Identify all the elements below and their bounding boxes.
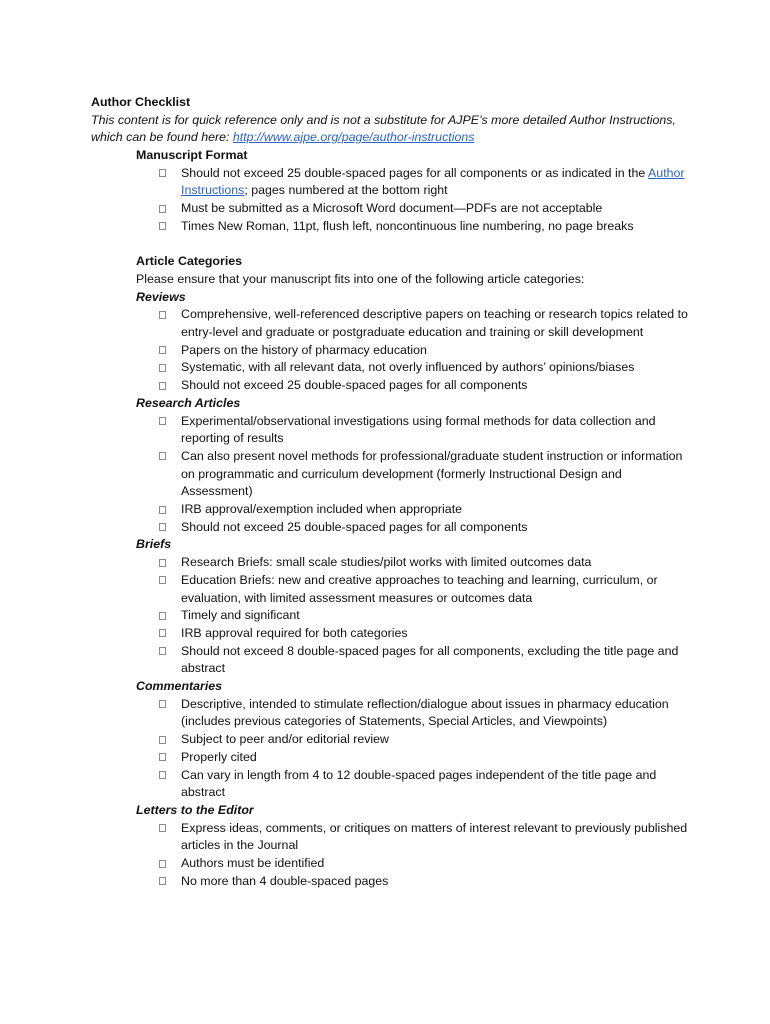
item-text: Should not exceed 8 double-spaced pages for all components, excluding the title page and abstract [181,643,679,676]
intro-text: This content is for quick reference only and is not a substitute for AJPE’s more detailed Author Instructions, which can be found here: [91,112,676,144]
manuscript-format-list [136,165,696,236]
list-item [136,501,696,519]
checkbox-icon[interactable] [159,612,166,620]
item-text: IRB approval/exemption included when appropriate [181,502,463,517]
checkbox-icon[interactable] [159,700,166,708]
checkbox-icon[interactable] [159,559,166,567]
checkbox-icon[interactable] [159,506,166,514]
author-instructions-link[interactable]: Author Instructions [181,165,685,198]
checkbox-icon[interactable] [159,382,166,390]
briefs-heading: Briefs [136,537,172,552]
list-item [136,820,696,855]
list-item [136,359,696,377]
item-text: Education Briefs: new and creative approaches to teaching and learning, curriculum, or evaluation, with limited assessment measures or outcomes data [181,572,658,605]
checkbox-icon[interactable] [159,647,166,655]
checkbox-icon[interactable] [159,576,166,584]
checkbox-icon[interactable] [159,771,166,779]
list-item [136,572,696,607]
list-item [136,696,696,731]
checkbox-icon[interactable] [159,417,166,425]
author-instructions-url-link[interactable]: http://www.ajpe.org/page/author-instructions [232,130,475,144]
item-text: Can also present novel methods for professional/graduate student instruction or information on programmatic and curriculum development (formerly Instructional Design and Assessment) [181,448,683,499]
item-text: Experimental/observational investigations using formal methods for data collection and reporting of results [181,413,656,446]
item-text: Research Briefs: small scale studies/pilot works with limited outcomes data [181,555,592,570]
checkbox-icon[interactable] [159,205,166,213]
list-item [136,873,696,891]
item-text: Times New Roman, 11pt, flush left, noncontinuous line numbering, no page breaks [181,218,634,233]
item-text: Should not exceed 25 double-spaced pages for all components or as indicated in the [181,165,649,180]
list-item [136,306,696,341]
list-item [136,749,696,767]
list-item [136,643,696,678]
list-item [136,855,696,873]
checkbox-icon[interactable] [159,364,166,372]
list-item [136,413,696,448]
list-item [136,625,696,643]
list-item [136,377,696,395]
checkbox-icon[interactable] [159,222,166,230]
briefs-list [136,554,696,678]
checkbox-icon[interactable] [159,346,166,354]
checkbox-icon[interactable] [159,753,166,761]
item-text: Can vary in length from 4 to 12 double-spaced pages independent of the title page and abstract [181,767,657,800]
list-item [136,200,696,218]
research-articles-heading: Research Articles [136,395,241,410]
list-item [136,165,696,200]
checkbox-icon[interactable] [159,629,166,637]
item-text: Subject to peer and/or editorial review [181,732,390,747]
item-text: IRB approval required for both categories [181,625,408,640]
item-text: Descriptive, intended to stimulate reflection/dialogue about issues in pharmacy education (includes previous categories of Statements, Special Articles, and Viewpoints) [181,696,669,729]
spacer [136,236,696,254]
item-text: No more than 4 double-spaced pages [181,873,389,888]
page-title: Author Checklist [91,95,191,109]
checkbox-icon[interactable] [159,452,166,460]
list-item [136,218,696,236]
list-item [136,607,696,625]
item-text: Authors must be identified [181,856,325,871]
checkbox-icon[interactable] [159,169,166,177]
checkbox-icon[interactable] [159,736,166,744]
item-text: Comprehensive, well-referenced descriptive papers on teaching or research topics related to entry-level and graduate or postgraduate education and training or skill development [181,307,688,340]
letters-list [136,820,696,891]
research-articles-list [136,413,696,537]
item-text: ; pages numbered at the bottom right [244,183,448,198]
list-item [136,731,696,749]
reviews-list [136,306,696,395]
intro-paragraph [91,112,691,147]
list-item [136,448,696,501]
checkbox-icon[interactable] [159,877,166,885]
item-text: Timely and significant [181,608,300,623]
commentaries-heading: Commentaries [136,679,223,694]
list-item [136,519,696,537]
list-item [136,342,696,360]
item-text: Properly cited [181,749,257,764]
checkbox-icon[interactable] [159,311,166,319]
item-text: Must be submitted as a Microsoft Word document—PDFs are not acceptable [181,201,603,216]
list-item [136,554,696,572]
checklist-content [136,147,696,891]
item-text: Papers on the history of pharmacy education [181,342,427,357]
item-text: Should not exceed 25 double-spaced pages for all components [181,519,528,534]
checkbox-icon[interactable] [159,824,166,832]
item-text: Should not exceed 25 double-spaced pages for all components [181,378,528,393]
list-item [136,767,696,802]
reviews-heading: Reviews [136,289,186,304]
item-text: Express ideas, comments, or critiques on matters of interest relevant to previously published articles in the Journal [181,820,688,853]
article-categories-heading: Article Categories [136,254,243,269]
manuscript-format-heading: Manuscript Format [136,148,248,162]
commentaries-list [136,696,696,802]
checkbox-icon[interactable] [159,860,166,868]
checkbox-icon[interactable] [159,523,166,531]
letters-heading: Letters to the Editor [136,803,254,817]
article-categories-intro: Please ensure that your manuscript fits into one of the following article categories: [136,271,585,286]
item-text: Systematic, with all relevant data, not overly influenced by authors’ opinions/biases [181,360,635,375]
